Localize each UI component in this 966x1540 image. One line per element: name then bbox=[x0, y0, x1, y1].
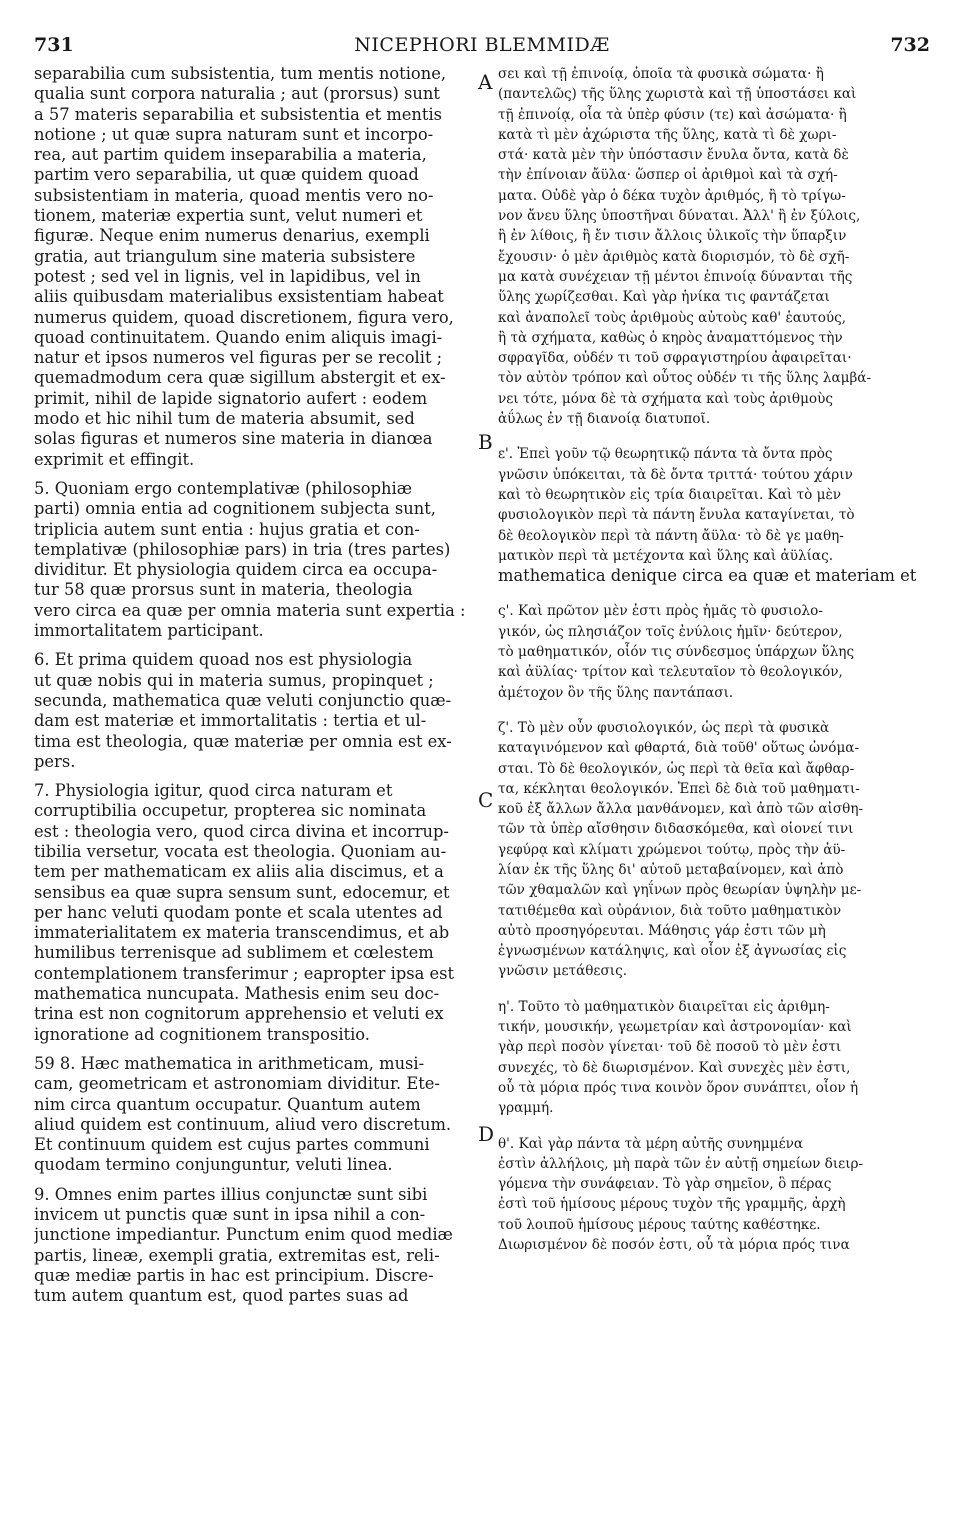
text-line: templativæ (philosophiæ pars) in tria (tres partes) bbox=[34, 539, 451, 559]
page-number-right: 732 bbox=[890, 34, 930, 56]
margin-letter-b: B bbox=[478, 430, 493, 454]
running-title: NICEPHORI BLEMMIDÆ bbox=[354, 34, 610, 56]
text-line: exprimit et effingit. bbox=[34, 449, 195, 469]
text-line: ὕλης χωρίζεσθαι. Καὶ γὰρ ἡνίκα τις φαντάζεται bbox=[498, 289, 830, 306]
text-line: γνῶσιν μετάθεσις. bbox=[498, 963, 628, 980]
paragraph bbox=[34, 781, 476, 1045]
text-line: junctione impediantur. Punctum enim quod mediæ bbox=[34, 1225, 453, 1245]
text-line: Διωρισμένον δὲ ποσόν ἐστι, οὗ τὰ μόρια πρός τινα bbox=[498, 1237, 850, 1254]
text-line: φυσιολογικὸν περὶ τὰ πάντη ἔνυλα καταγίνεται, τὸ bbox=[498, 507, 855, 524]
text-line: τὸ μαθηματικόν, οἷόν τις σύνδεσμος ὑπάρχων ὕλης bbox=[498, 644, 855, 661]
text-line: tima est theologia, quæ materiæ per omnia est ex- bbox=[34, 731, 452, 751]
text-line: 7. Physiologia igitur, quod circa naturam et bbox=[34, 781, 393, 801]
text-line: ignoratione ad cognitionem transpositio. bbox=[34, 1024, 370, 1044]
text-line: μα κατὰ συνέχειαν τῇ μέντοι ἐπινοίᾳ δύνανται τῆς bbox=[498, 268, 853, 285]
text-line: τῶν τὰ ὑπὲρ αἴσθησιν διδασκόμεθα, καὶ οἱονεί τινι bbox=[498, 821, 854, 838]
text-line: 59 8. Hæc mathematica in arithmeticam, musi- bbox=[34, 1053, 425, 1073]
text-line: τῇ ἐπινοίᾳ, οἷα τὰ ὑπὲρ φύσιν (τε) καὶ ἀσώματα· ἢ bbox=[498, 106, 847, 123]
text-line: rea, aut partim quidem inseparabilia a materia, bbox=[34, 145, 427, 165]
text-line: νει τότε, μόνα δὲ τὰ σχήματα καὶ τοὺς ἀριθμοὺς bbox=[498, 390, 833, 407]
text-line: quodam termino conjunguntur, veluti linea. bbox=[34, 1155, 393, 1175]
text-line: immaterialitatem ex materia transcendimus, et ab bbox=[34, 923, 450, 943]
text-line: δὲ θεολογικὸν περὶ τὰ πάντη ἄϋλα· τὸ δὲ γε μαθη- bbox=[498, 527, 844, 544]
text-line: 5. Quoniam ergo contemplativæ (philosophiæ bbox=[34, 478, 413, 498]
margin-letter-d: D bbox=[478, 1122, 495, 1146]
text-line: humilibus terrenisque ad sublimem et cœlestem bbox=[34, 943, 434, 963]
text-line: aliis quibusdam materialibus exsistentiam habeat bbox=[34, 287, 444, 307]
text-line: κατὰ τὶ μὲν ἀχώριστα τῆς ὕλης, κατὰ τὶ δὲ χωρι- bbox=[498, 126, 837, 143]
text-line: secunda, mathematica quæ veluti conjunctio quæ- bbox=[34, 690, 452, 710]
text-line: σει καὶ τῇ ἐπινοίᾳ, ὁποῖα τὰ φυσικὰ σώματα· ἢ bbox=[498, 66, 824, 82]
text-line: τὸν αὐτὸν τρόπον καὶ οὗτος οὐδέν τι τῆς ὕλης λαμβά- bbox=[498, 370, 872, 387]
text-line: γνῶσιν ὑπόκειται, τὰ δὲ ὄντα τριττά· τούτου χάριν bbox=[498, 466, 853, 483]
latin-continuation-line: mathematica denique circa ea quæ et materiam et bbox=[498, 566, 917, 586]
text-line: tem per mathematicam ex aliis alia discimus, et a bbox=[34, 862, 444, 882]
text-line: τα, κέκληται θεολογικόν. Ἐπεὶ δὲ διὰ τοῦ μαθηματι- bbox=[498, 780, 860, 797]
paragraph bbox=[498, 1134, 930, 1256]
text-line: corruptibilia occupetur, propterea sic nominata bbox=[34, 801, 427, 821]
text-line: σται. Τὸ δὲ θεολογικόν, ὡς περὶ τὰ θεῖα καὶ ἄφθαρ- bbox=[498, 760, 855, 777]
text-line: καὶ τὸ θεωρητικὸν εἰς τρία διαιρεῖται. Καὶ τὸ μὲν bbox=[498, 486, 842, 503]
paragraph bbox=[498, 444, 930, 586]
text-line: σφραγῖδα, οὐδέν τι τοῦ σφραγιστηρίου ἀφαιρεῖται· bbox=[498, 350, 852, 367]
text-line: separabilia cum subsistentia, tum mentis notione, bbox=[34, 64, 447, 83]
text-line: ἐστὶν ἀλλήλοις, μὴ παρὰ τῶν ἐν αὐτῇ σημείων διειρ- bbox=[498, 1155, 864, 1172]
latin-column bbox=[34, 64, 476, 1307]
text-line: ἐστὶ τοῦ ἡμίσους μέρους τυχὸν τῆς γραμμῆς, ἀρχὴ bbox=[498, 1196, 846, 1213]
text-line: ματικὸν περὶ τὰ μετέχοντα καὶ ὕλης καὶ ἀϋλίας. bbox=[498, 547, 834, 564]
text-line: mathematica nuncupata. Mathesis enim seu doc- bbox=[34, 984, 440, 1004]
text-line: a 57 materis separabilia et subsistentia et mentis bbox=[34, 104, 443, 124]
text-line: dividitur. Et physiologia quidem circa ea occupa- bbox=[34, 560, 438, 580]
paragraph bbox=[34, 479, 476, 641]
text-line: invicem ut punctis quæ sunt in ipsa nihil a con- bbox=[34, 1205, 426, 1225]
text-line: solas figuras et numeros sine materia in dianœa bbox=[34, 429, 433, 449]
text-line: τικήν, μουσικήν, γεωμετρίαν καὶ ἀστρονομίαν· καὶ bbox=[498, 1019, 852, 1036]
paragraph bbox=[34, 1054, 476, 1176]
text-line: sensibus ea quæ supra sensum sunt, edocemur, et bbox=[34, 882, 450, 902]
text-line: quæ mediæ partis in hac est principium. Discre- bbox=[34, 1265, 434, 1285]
text-line: contemplationem transferimur ; eapropter ipsa est bbox=[34, 963, 455, 983]
text-line: καὶ ἀναπολεῖ τοὺς ἀριθμοὺς αὐτοὺς καθ' ἑαυτούς, bbox=[498, 309, 847, 326]
text-line: tibilia versetur, vocata est theologia. Quoniam au- bbox=[34, 841, 447, 861]
text-line: γραμμή. bbox=[498, 1100, 554, 1117]
text-line: potest ; sed vel in lignis, vel in lapidibus, vel in bbox=[34, 266, 421, 286]
text-line: αὐτὸ προσηγόρευται. Μάθησις γάρ ἐστι τῶν μὴ bbox=[498, 922, 826, 939]
text-line: τῶν χθαμαλῶν καὶ γηΐνων πρὸς θεωρίαν ὑψηλὴν με- bbox=[498, 882, 862, 899]
running-header bbox=[34, 34, 930, 58]
text-line: nim circa quantum occupatur. Quantum autem bbox=[34, 1094, 421, 1114]
text-line: ς'. Καὶ πρῶτον μὲν ἐστι πρὸς ἡμᾶς τὸ φυσιολο- bbox=[498, 603, 823, 620]
text-line: η'. Τοῦτο τὸ μαθηματικὸν διαιρεῖται εἰς ἀριθμη- bbox=[498, 998, 830, 1015]
text-line: numerus quidem, quoad discretionem, figura vero, bbox=[34, 307, 454, 327]
text-line: Et continuum quidem est cujus partes communi bbox=[34, 1135, 430, 1155]
text-line: τατιθέμεθα καὶ οὐράνιον, διὰ τοῦτο μαθηματικὸν bbox=[498, 902, 842, 919]
text-line: pers. bbox=[34, 751, 76, 771]
text-line: triplicia autem sunt entia : hujus gratia et con- bbox=[34, 519, 420, 539]
text-line: modo et hic nihil tum de materia absumit, sed bbox=[34, 409, 415, 429]
text-line: γικόν, ὡς πλησιάζον τοῖς ἐνύλοις ἡμῖν· δεύτερον, bbox=[498, 623, 843, 640]
text-line: tur 58 quæ prorsus sunt in materia, theologia bbox=[34, 580, 413, 600]
text-line: notione ; ut quæ supra naturam sunt et incorpo- bbox=[34, 124, 434, 144]
text-line: ἢ τὰ σχήματα, καθὼς ὁ κηρὸς ἀναματτόμενος τὴν bbox=[498, 329, 843, 346]
text-line: tum autem quantum est, quod partes suas ad bbox=[34, 1286, 409, 1306]
paragraph bbox=[498, 64, 930, 429]
text-line: θ'. Καὶ γὰρ πάντα τὰ μέρη αὐτῆς συνημμένα bbox=[498, 1135, 804, 1152]
text-line: quemadmodum cera quæ sigillum abstergit et ex- bbox=[34, 368, 446, 388]
text-line: natur et ipsos numeros vel figuras per se recolit ; bbox=[34, 348, 443, 368]
text-line: στά· κατὰ μὲν τὴν ὑπόστασιν ἔνυλα ὄντα, κατὰ δὲ bbox=[498, 147, 849, 164]
paragraph bbox=[34, 64, 476, 470]
text-line: τοῦ λοιποῦ ἡμίσους μέρους ταύτης καθέστηκε. bbox=[498, 1216, 821, 1233]
text-line: συνεχές, τὸ δὲ διωρισμένον. Καὶ συνεχὲς μὲν ἐστι, bbox=[498, 1059, 851, 1076]
text-line: ἀΰλως ἐν τῇ διανοίᾳ διατυποῖ. bbox=[498, 411, 711, 428]
text-line: qualia sunt corpora naturalia ; aut (prorsus) sunt bbox=[34, 84, 440, 104]
text-line: partis, lineæ, exempli gratia, extremitas est, reli- bbox=[34, 1245, 440, 1265]
page-number-left: 731 bbox=[34, 34, 74, 56]
text-line: vero circa ea quæ per omnia materia sunt expertia : bbox=[34, 600, 466, 620]
text-line: subsistentiam in materia, quoad mentis vero no- bbox=[34, 185, 434, 205]
text-line: quoad continuitatem. Quando enim aliquis imagi- bbox=[34, 327, 443, 347]
text-line: primit, nihil de lapide signatorio aufert : eodem bbox=[34, 388, 428, 408]
text-line: τὴν ἐπίνοιαν ἄϋλα· ὥσπερ οἱ ἀριθμοὶ καὶ τὰ σχή- bbox=[498, 167, 838, 184]
text-line: γεφύρᾳ καὶ κλίματι χρώμενοι τούτῳ, πρὸς τὴν ἀϋ- bbox=[498, 841, 846, 858]
text-line: partim vero separabilia, ut quæ quidem quoad bbox=[34, 165, 419, 185]
text-line: parti) omnia entia ad cognitionem subjecta sunt, bbox=[34, 499, 436, 519]
text-line: ἀμέτοχον ὂν τῆς ὕλης παντάπασι. bbox=[498, 684, 734, 701]
text-line: λίαν ἐκ τῆς ὕλης δι' αὐτοῦ μεταβαίνομεν, καὶ ἀπὸ bbox=[498, 861, 844, 878]
text-line: (παντελῶς) τῆς ὕλης χωριστὰ καὶ τῇ ὑποστάσει καὶ bbox=[498, 86, 857, 103]
text-line: καὶ ἀϋλίας· τρίτον καὶ τελευταῖον τὸ θεολογικόν, bbox=[498, 664, 843, 681]
text-line: aliud quidem est continuum, aliud vero discretum. bbox=[34, 1114, 452, 1134]
text-line: gratia, aut triangulum sine materia subsistere bbox=[34, 246, 416, 266]
margin-letter-c: C bbox=[478, 788, 494, 812]
text-line: 6. Et prima quidem quoad nos est physiologia bbox=[34, 650, 413, 670]
text-line: γὰρ περὶ ποσὸν γίνεται· τοῦ δὲ ποσοῦ τὸ μὲν ἐστι bbox=[498, 1039, 842, 1056]
text-line: 9. Omnes enim partes illius conjunctæ sunt sibi bbox=[34, 1184, 428, 1204]
text-line: ζ'. Τὸ μὲν οὖν φυσιολογικόν, ὡς περὶ τὰ φυσικὰ bbox=[498, 719, 830, 736]
text-line: immortalitatem participant. bbox=[34, 621, 264, 641]
text-line: ἢ ἐν λίθοις, ἢ ἔν τισιν ἄλλοις ὑλικοῖς τὴν ὕπαρξιν bbox=[498, 228, 847, 245]
text-line: οὗ τὰ μόρια πρός τινα κοινὸν ὅρον συνάπτει, οἷον ἡ bbox=[498, 1079, 859, 1096]
text-line: ε'. Ἐπεὶ γοῦν τῷ θεωρητικῷ πάντα τὰ ὄντα πρὸς bbox=[498, 446, 833, 463]
paragraph bbox=[498, 601, 930, 702]
paragraph bbox=[498, 997, 930, 1119]
paragraph bbox=[34, 650, 476, 772]
text-line: ἐγνωσμένων κατάληψις, καὶ οἷον ἐξ ἀγνωσίας εἰς bbox=[498, 943, 847, 960]
text-line: καταγινόμενον καὶ φθαρτά, διὰ τοῦθ' οὕτως ὠνόμα- bbox=[498, 740, 860, 757]
text-line: est : theologia vero, quod circa divina et incorrup- bbox=[34, 821, 449, 841]
text-line: ut quæ nobis qui in materia sumus, propinquet ; bbox=[34, 670, 434, 690]
text-line: γόμενα τὴν συνάφειαν. Τὸ γὰρ σημεῖον, ὃ πέρας bbox=[498, 1176, 832, 1193]
text-line: per hanc veluti quodam ponte et scala utentes ad bbox=[34, 902, 443, 922]
text-line: ἔχουσιν· ὁ μὲν ἀριθμὸς κατὰ διορισμόν, τὸ δὲ σχῆ- bbox=[498, 248, 850, 265]
text-line: κοῦ ἐξ ἄλλων ἄλλα μανθάνομεν, καὶ ἀπὸ τῶν αἰσθη- bbox=[498, 801, 864, 818]
text-line: tionem, materiæ expertia sunt, velut numeri et bbox=[34, 206, 423, 226]
paragraph bbox=[34, 1185, 476, 1307]
margin-letter-a: A bbox=[478, 70, 493, 94]
text-line: νον ἄνευ ὕλης ὑποστῆναι δύναται. Ἀλλ' ἢ ἐν ξύλοις, bbox=[498, 208, 861, 225]
text-line: cam, geometricam et astronomiam dividitur. Ete- bbox=[34, 1074, 440, 1094]
paragraph bbox=[498, 718, 930, 982]
text-line: trina est non cognitorum apprehensio et veluti ex bbox=[34, 1004, 444, 1024]
greek-column bbox=[498, 64, 930, 1255]
text-line: figuræ. Neque enim numerus denarius, exempli bbox=[34, 226, 430, 246]
text-line: ματα. Οὐδὲ γὰρ ὁ δέκα τυχὸν ἀριθμός, ἢ τὸ τρίγω- bbox=[498, 187, 846, 204]
text-line: dam est materiæ et immortalitatis : tertia et ul- bbox=[34, 711, 427, 731]
